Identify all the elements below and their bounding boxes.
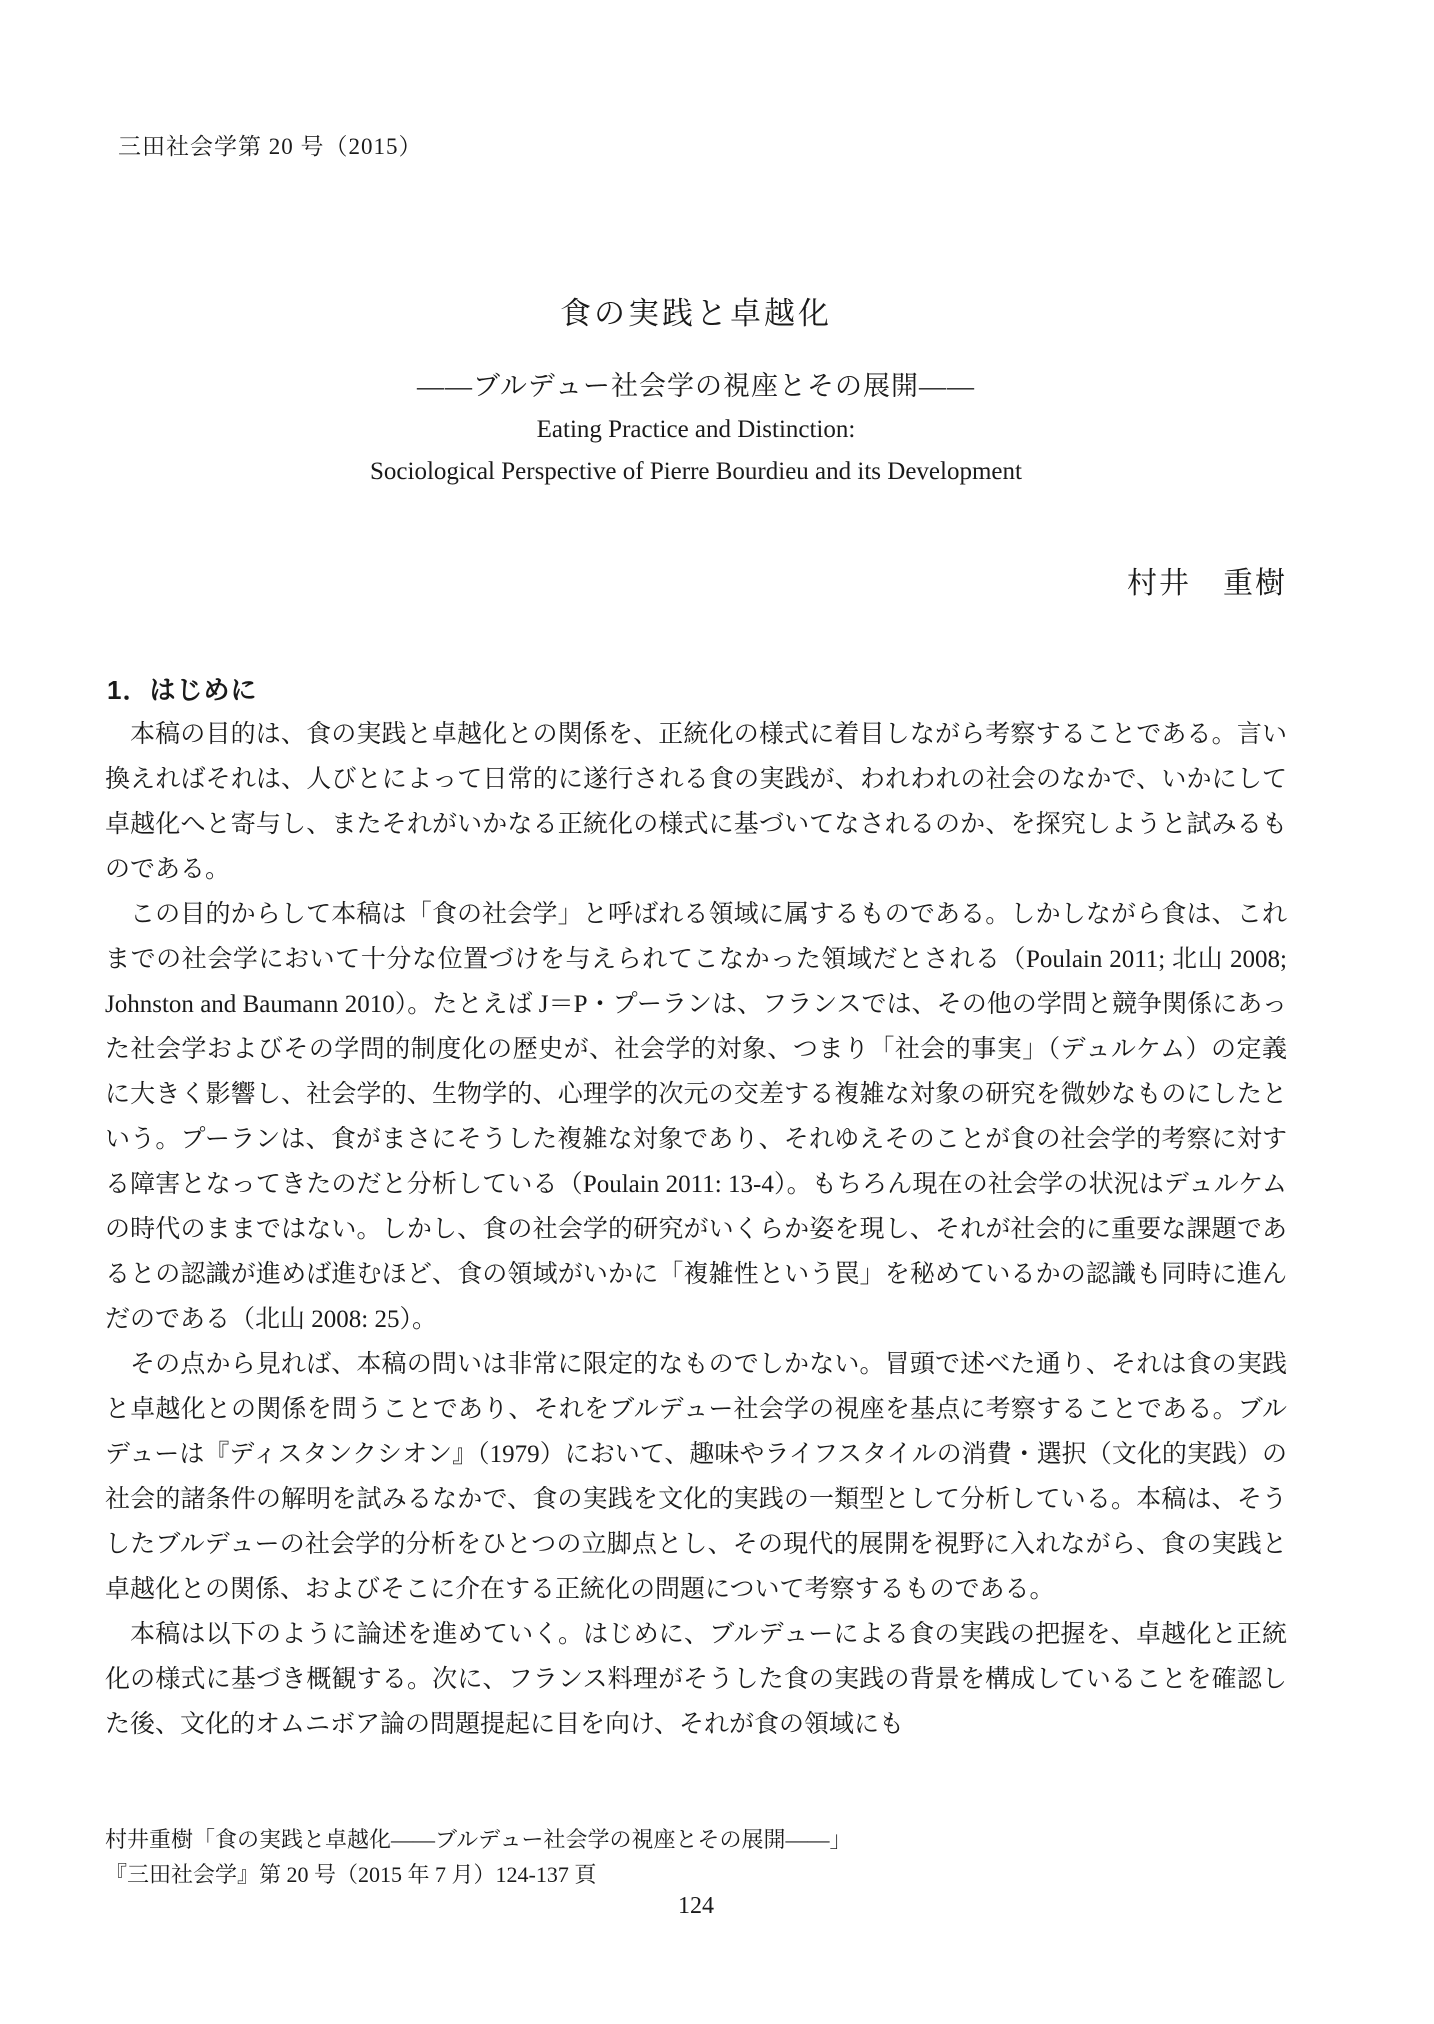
paper-subtitle: ――ブルデュー社会学の視座とその展開―― — [416, 371, 976, 401]
page-number: 124 — [678, 1893, 714, 1919]
section-heading-introduction: 1．はじめに — [107, 675, 258, 705]
footnote-line-1: 村井重樹「食の実践と卓越化――ブルデュー社会学の視座とその展開――」 — [105, 1827, 852, 1852]
footnote-line-2: 『三田社会学』第 20 号（2015 年 7 月）124-137 頁 — [105, 1862, 597, 1887]
author-name: 村井 重樹 — [1127, 567, 1287, 600]
paper-title: 食の実践と卓越化 — [560, 296, 832, 331]
paragraph: この目的からして本稿は「食の社会学」と呼ばれる領域に属するものである。しかしながら食は、これまでの社会学において十分な位置づけを与えられてこなかった領域だとされる（Poulain 2011; 北山 2008; Johnston and Baumann 2010）。たとえば J＝P・プーランは、フランスでは、その他の学問と競争関係にあった社会学およびその学問的制度化の歴史が、社会学的対象、つまり「社会的事実」（デュルケム）の定義に大きく影響し、社会学的、生物学的、心理学的次元の交差する複雑な対象の研究を微妙なものにしたという。プーランは、食がまさにそうした複雑な対象であり、それゆえそのことが食の社会学的考察に対する障害となってきたのだと分析している（Poulain 2011: 13-4）。もちろん現在の社会学の状況はデュルケムの時代のままではない。しかし、食の社会学的研究がいくらか姿を現し、それが社会的に重要な課題であるとの認識が進めば進むほど、食の領域がいかに「複雑性という罠」を秘めているかの認識も同時に進んだのである（北山 2008: 25）。 — [105, 901, 1287, 1333]
paragraph: その点から見れば、本稿の問いは非常に限定的なものでしかない。冒頭で述べた通り、それは食の実践と卓越化との関係を問うことであり、それをブルデュー社会学の視座を基点に考察することである。ブルデューは『ディスタンクシオン』（1979）において、趣味やライフスタイルの消費・選択（文化的実践）の社会的諸条件の解明を試みるなかで、食の実践を文化的実践の一類型として分析している。本稿は、そうしたブルデューの社会学的分析をひとつの立脚点とし、その現代的展開を視野に入れながら、食の実践と卓越化との関係、およびそこに介在する正統化の問題について考察するものである。 — [105, 1351, 1287, 1603]
paragraph: 本稿の目的は、食の実践と卓越化との関係を、正統化の様式に着目しながら考察することである。言い換えればそれは、人びとによって日常的に遂行される食の実践が、われわれの社会のなかで、いかにして卓越化へと寄与し、またそれがいかなる正統化の様式に基づいてなされるのか、を探究しようと試みるものである。 — [105, 721, 1287, 883]
body-text — [105, 712, 1287, 1747]
citation-footnote — [105, 1822, 1287, 1892]
paragraph: 本稿は以下のように論述を進めていく。はじめに、ブルデューによる食の実践の把握を、卓越化と正統化の様式に基づき概観する。次に、フランス料理がそうした食の実践の背景を構成していることを確認した後、文化的オムニボア論の問題提起に目を向け、それが食の領域にも — [105, 1621, 1287, 1738]
paper-title-english-line2: Sociological Perspective of Pierre Bourdieu and its Development — [370, 458, 1022, 485]
paper-title-english-line1: Eating Practice and Distinction: — [536, 416, 856, 443]
journal-header: 三田社会学第 20 号（2015） — [118, 134, 423, 159]
